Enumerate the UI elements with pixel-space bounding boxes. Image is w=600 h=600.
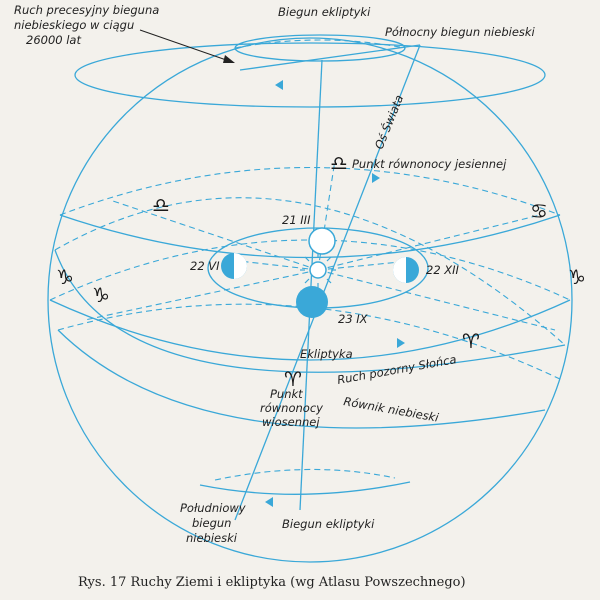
date-december-label: 22 XII <box>426 263 459 277</box>
capricorn-symbol-right: ♑ <box>568 265 586 289</box>
arrow-marker <box>275 80 283 90</box>
sun <box>310 262 326 278</box>
north-celestial-pole-label: Północny biegun niebieski <box>385 25 535 39</box>
aries-symbol-right: ♈ <box>462 329 480 353</box>
date-september-label: 23 IX <box>338 312 368 326</box>
arrow-marker <box>265 497 273 507</box>
pole-line-left <box>240 45 420 70</box>
precession-circle-bottom <box>200 482 410 494</box>
earth-march <box>309 228 335 254</box>
date-june-label: 22 VI <box>190 259 220 273</box>
precession-label-1: Ruch precesyjny bieguna <box>14 3 160 17</box>
earth-december-lit <box>393 257 406 283</box>
libra-symbol-left: ♎ <box>152 193 170 217</box>
south-pole-label-2: biegun <box>192 516 232 530</box>
capricorn-symbol-left: ♑ <box>56 265 74 289</box>
south-pole-label-3: niebieski <box>186 531 237 545</box>
precession-label-3: 26000 lat <box>26 33 81 47</box>
upper-parallel <box>75 43 545 107</box>
ecliptic-axis <box>300 60 322 510</box>
date-march-label: 21 III <box>282 213 311 227</box>
aries-symbol-spring: ♈ <box>284 367 302 391</box>
libra-symbol: ♎ <box>330 151 348 175</box>
arrow-marker <box>397 338 405 348</box>
autumn-equinox-label: Punkt równonocy jesiennej <box>352 157 507 171</box>
celestial-equator-label: Równik niebieski <box>342 394 440 425</box>
world-axis-label: Oś Świata <box>371 92 407 152</box>
spring-equinox-label-3: wiosennej <box>262 415 320 429</box>
precession-circle-bottom-back <box>215 469 395 480</box>
ecliptic-label: Ekliptyka <box>300 347 353 361</box>
ecliptic-pole-top-label: Biegun ekliptyki <box>278 5 371 19</box>
spring-equinox-label-2: równonocy <box>260 401 323 415</box>
cancer-symbol: ♋ <box>530 199 548 223</box>
precession-arrowhead <box>223 55 235 63</box>
ecliptic-pole-bottom-label: Biegun ekliptyki <box>282 517 375 531</box>
south-pole-label-1: Południowy <box>180 501 246 515</box>
capricorn-symbol-left-2: ♑ <box>92 283 110 307</box>
spring-equinox-label-1: Punkt <box>270 387 303 401</box>
earth-september <box>296 286 328 318</box>
precession-label-2: niebieskiego w ciągu <box>14 18 135 32</box>
arrow-marker <box>372 173 380 183</box>
sun-path-label: Ruch pozorny Słońca <box>336 352 458 387</box>
figure-caption: Rys. 17 Ruchy Ziemi i ekliptyka (wg Atlasu Powszechnego) <box>78 575 466 590</box>
earth-june-lit <box>234 253 247 279</box>
